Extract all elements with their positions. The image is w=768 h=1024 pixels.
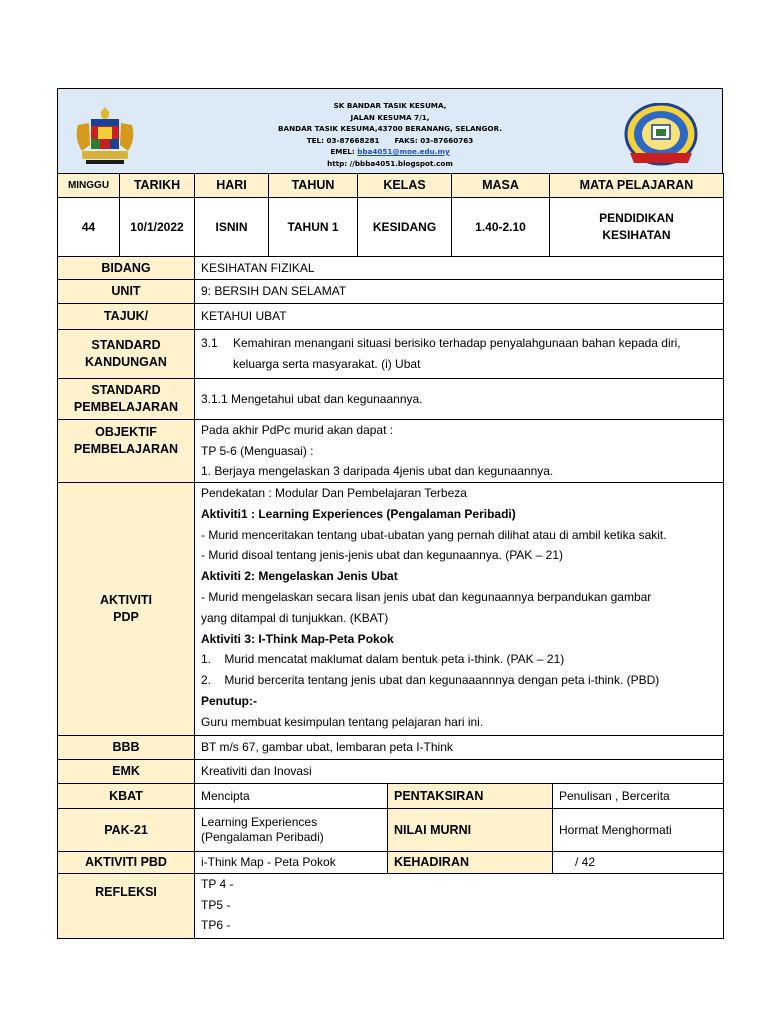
nilai-murni-value: Hormat Menghormati (553, 809, 724, 852)
refleksi-line-3: TP6 - (201, 918, 231, 932)
emk-label: EMK (58, 760, 195, 784)
objektif-label (58, 420, 195, 483)
aktiviti-1-line-2: - Murid disoal tentang jenis-jenis ubat dan kegunaannya. (PAK – 21) (201, 548, 563, 563)
penutup-title: Penutup:- (201, 693, 257, 708)
pendekatan: Pendekatan : Modular Dan Pembelajaran Terbeza (201, 486, 467, 500)
refleksi-line-1: TP 4 - (201, 877, 234, 891)
value-tarikh: 10/1/2022 (120, 198, 195, 257)
bidang-value: KESIHATAN FIZIKAL (195, 257, 724, 280)
aktiviti-3-item-1: 1. Murid mencatat maklumat dalam bentuk peta i-think. (PAK – 21) (201, 652, 565, 667)
header-masa: MASA (452, 174, 550, 198)
standard-kandungan-line-2: keluarga serta masyarakat. (i) Ubat (233, 357, 421, 371)
header-minggu: MINGGU (58, 174, 120, 198)
malaysia-coat-of-arms-icon (72, 105, 138, 167)
refleksi-value (195, 874, 724, 939)
value-hari: ISNIN (195, 198, 269, 257)
pentaksiran-value: Penulisan , Bercerita (553, 784, 724, 809)
school-header (57, 88, 723, 173)
standard-pembelajaran-value: 3.1.1 Mengetahui ubat dan kegunaannya. (195, 379, 724, 420)
aktiviti-value (195, 483, 724, 736)
kehadiran-value: / 42 (553, 852, 724, 874)
aktiviti-3-item-2: 2. Murid bercerita tentang jenis ubat dan kegunaaannnya dengan peta i-think. (PBD) (201, 673, 660, 688)
standard-pembelajaran-label-1: STANDARD (91, 383, 161, 397)
objektif-label-2: PEMBELAJARAN (73, 442, 179, 456)
pbd-value: i-Think Map - Peta Pokok (195, 852, 388, 874)
aktiviti-label-2: PDP (113, 610, 139, 624)
kbat-value: Mencipta (195, 784, 388, 809)
school-address-1: JALAN KESUMA 7/1, (350, 112, 430, 122)
header-hari: HARI (195, 174, 269, 198)
schedule-table (57, 173, 724, 257)
standard-kandungan-value (195, 330, 724, 379)
school-phone: TEL: 03-87668281 FAKS: 03-87660763 (306, 135, 474, 145)
tajuk-label: TAJUK/ (58, 304, 195, 330)
header-tahun: TAHUN (269, 174, 358, 198)
aktiviti-2-title: Aktiviti 2: Mengelaskan Jenis Ubat (201, 569, 398, 584)
objektif-line-2: TP 5-6 (Menguasai) : (201, 443, 314, 458)
lesson-plan (57, 88, 723, 939)
objektif-value (195, 420, 724, 483)
kehadiran-label: KEHADIRAN (388, 852, 553, 874)
header-mata-pelajaran: MATA PELAJARAN (550, 174, 724, 198)
value-tahun: TAHUN 1 (269, 198, 358, 257)
bbb-label: BBB (58, 736, 195, 760)
pbd-label: AKTIVITI PBD (58, 852, 195, 874)
penutup-text: Guru membuat kesimpulan tentang pelajaran hari ini. (201, 714, 484, 729)
standard-pembelajaran-label-2: PEMBELAJARAN (73, 400, 179, 414)
school-email-line (208, 146, 572, 158)
value-minggu: 44 (58, 198, 120, 257)
school-name: SK BANDAR TASIK KESUMA, (333, 101, 447, 110)
school-website[interactable]: http: //bbba4051.blogspot.com (327, 158, 453, 168)
kbat-label: KBAT (58, 784, 195, 809)
details-table (57, 256, 724, 939)
standard-kandungan-number: 3.1 (201, 336, 218, 350)
unit-value: 9: BERSIH DAN SELAMAT (195, 280, 724, 304)
objektif-line-3: 1. Berjaya mengelaskan 3 daripada 4jenis ubat dan kegunaannya. (201, 464, 554, 479)
aktiviti-1-line-1: - Murid menceritakan tentang ubat-ubatan yang pernah dilihat atau di ambil ketika sakit. (201, 527, 667, 542)
standard-kandungan-label-2: KANDUNGAN (85, 355, 167, 369)
standard-kandungan-label (58, 330, 195, 379)
aktiviti-label-1: AKTIVITI (99, 593, 153, 607)
pak21-value-1: Learning Experiences (201, 815, 318, 829)
bbb-value: BT m/s 67, gambar ubat, lembaran peta I-Think (195, 736, 724, 760)
unit-label: UNIT (58, 280, 195, 304)
nilai-murni-label: NILAI MURNI (388, 809, 553, 852)
objektif-label-1: OBJEKTIF (95, 425, 157, 439)
aktiviti-2-line-2: yang ditampal di tunjukkan. (KBAT) (201, 610, 389, 625)
emk-value: Kreativiti dan Inovasi (195, 760, 724, 784)
school-seal-icon (622, 103, 700, 169)
header-kelas: KELAS (358, 174, 452, 198)
bidang-label: BIDANG (58, 257, 195, 280)
aktiviti-1-title: Aktiviti1 : Learning Experiences (Pengalaman Peribadi) (201, 506, 516, 521)
aktiviti-3-title: Aktiviti 3: I-Think Map-Peta Pokok (201, 631, 394, 646)
email-label: EMEL: (330, 147, 358, 156)
standard-pembelajaran-label (58, 379, 195, 420)
objektif-line-1: Pada akhir PdPc murid akan dapat : (201, 423, 394, 438)
pak21-value-2: (Pengalaman Peribadi) (201, 830, 324, 844)
aktiviti-label (58, 483, 195, 736)
value-masa: 1.40-2.10 (452, 198, 550, 257)
pentaksiran-label: PENTAKSIRAN (388, 784, 553, 809)
refleksi-line-2: TP5 - (201, 897, 231, 912)
refleksi-label: REFLEKSI (58, 874, 195, 939)
tajuk-value: KETAHUI UBAT (195, 304, 724, 330)
pak21-label: PAK-21 (58, 809, 195, 852)
pak21-value (195, 809, 388, 852)
aktiviti-2-line-1: - Murid mengelaskan secara lisan jenis ubat dan kegunaannya berpandukan gambar (201, 589, 652, 604)
standard-kandungan-label-1: STANDARD (91, 338, 161, 352)
standard-kandungan-line-1: Kemahiran menangani situasi berisiko terhadap penyalahgunaan bahan kepada diri, (233, 336, 681, 350)
email-link[interactable]: bba4051@moe.edu.my (357, 147, 450, 156)
header-tarikh: TARIKH (120, 174, 195, 198)
school-info (208, 100, 572, 169)
school-address-2: BANDAR TASIK KESUMA,43700 BERANANG, SELANGOR. (278, 124, 502, 133)
value-mata-pelajaran: PENDIDIKAN KESIHATAN (550, 198, 724, 257)
value-kelas: KESIDANG (358, 198, 452, 257)
